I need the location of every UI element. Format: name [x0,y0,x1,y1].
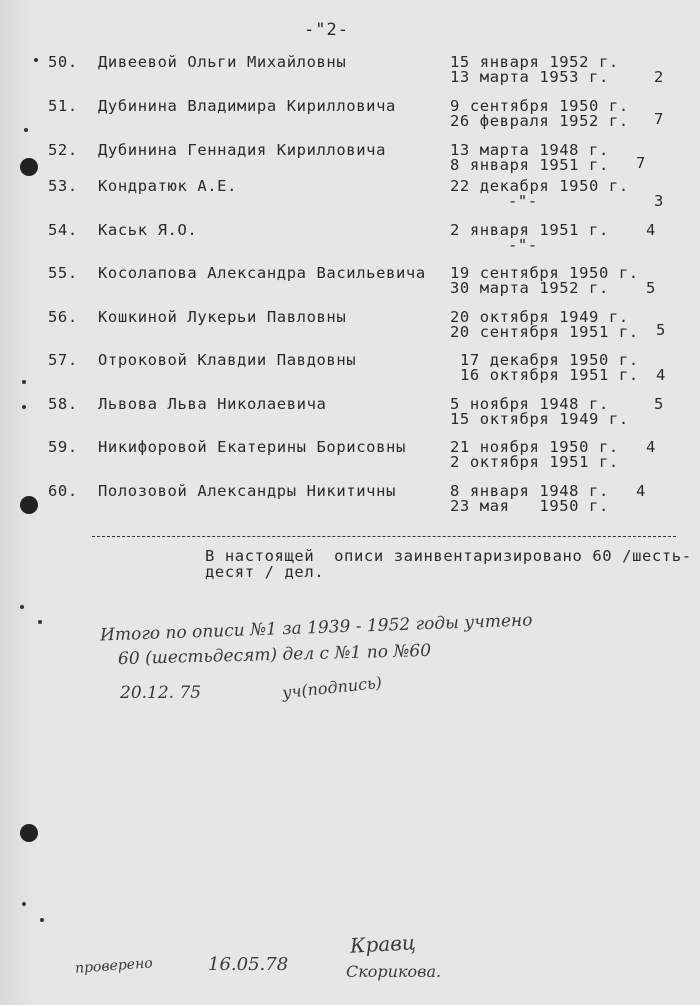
entry-name: Каськ Я.О. [98,221,198,239]
entry-start-date: 8 января 1948 г. [450,482,609,500]
handwritten-signature: уч(подпись) [281,672,383,703]
handwritten-note: 60 (шестьдесят) дел с №1 по №60 [117,640,432,670]
handwritten-date: 20.12. 75 [120,683,202,703]
paper-speck [22,380,26,384]
entry-name: Отроковой Клавдии Павдовны [98,351,357,369]
entry-end-date: 15 октября 1949 г. [450,410,629,428]
entry-page-count: 5 [646,279,656,297]
entry-end-date: 20 сентября 1951 г. [450,323,639,341]
entry-number: 50. [48,53,78,71]
entry-start-date: 21 ноября 1950 г. [450,438,619,456]
entry-page-count: 7 [636,154,646,172]
entry-number: 51. [48,97,78,115]
entry-page-count: 4 [646,221,656,239]
entry-number: 55. [48,264,78,282]
entry-page-count: 3 [654,192,664,210]
paper-speck [22,902,26,906]
entry-number: 57. [48,351,78,369]
entry-number: 53. [48,177,78,195]
entry-name: Никифоровой Екатерины Борисовны [98,438,406,456]
entry-page-count: 2 [654,68,664,86]
entry-page-count: 4 [646,438,656,456]
entry-end-date: 2 октября 1951 г. [450,453,619,471]
entry-end-date: 23 мая 1950 г. [450,497,609,515]
entry-start-date: 17 декабря 1950 г. [460,351,639,369]
paper-speck [34,58,38,62]
checked-label: проверено [74,955,154,977]
paper-speck [20,605,24,609]
page-number: -"2- [304,20,349,40]
entry-name: Кошкиной Лукерьи Павловны [98,308,347,326]
entry-name: Кондратюк А.Е. [98,177,238,195]
entry-number: 52. [48,141,78,159]
paper-speck [38,620,42,624]
entry-name: Дубинина Геннадия Кирилловича [98,141,387,159]
entry-name: Дивеевой Ольги Михайловны [98,53,347,71]
entry-start-date: 15 января 1952 г. [450,53,619,71]
entry-number: 60. [48,482,78,500]
summary-text-continued: десят / дел. [205,563,325,581]
entry-end-date: 8 января 1951 г. [450,156,609,174]
entry-name: Косолапова Александра Васильевича [98,264,426,282]
summary-text: В настоящей описи заинвентаризировано 60 /шесть- [205,547,692,565]
entry-end-date: 26 февраля 1952 г. [450,112,629,130]
entry-end-date: 30 марта 1952 г. [450,279,609,297]
punch-hole [20,824,38,842]
entry-start-date: 5 ноября 1948 г. [450,395,609,413]
entry-number: 58. [48,395,78,413]
paper-speck [24,128,28,132]
entry-start-date: 2 января 1951 г. [450,221,609,239]
entry-end-date-ditto: -"- [508,192,538,210]
entry-start-date: 19 сентября 1950 г. [450,264,639,282]
separator-line [92,536,676,537]
entry-name: Полозовой Александры Никитичны [98,482,396,500]
checked-date: 16.05.78 [208,954,289,975]
entry-page-count: 5 [656,321,666,339]
entry-page-count: 4 [636,482,646,500]
handwritten-note: Итого по описи №1 за 1939 - 1952 годы учтено [99,610,533,646]
entry-number: 59. [48,438,78,456]
entry-start-date: 13 марта 1948 г. [450,141,609,159]
entry-number: 56. [48,308,78,326]
entry-end-date: 16 октября 1951 г. [460,366,639,384]
entry-number: 54. [48,221,78,239]
entry-end-date-ditto: -"- [508,236,538,254]
signature-name: Кравц [349,930,417,958]
punch-hole [20,158,38,176]
entry-start-date: 22 декабря 1950 г. [450,177,629,195]
entry-name: Дубинина Владимира Кирилловича [98,97,396,115]
paper-speck [22,405,26,409]
entry-page-count: 5 [654,395,664,413]
entry-start-date: 20 октября 1949 г. [450,308,629,326]
entry-end-date: 13 марта 1953 г. [450,68,609,86]
entry-page-count: 4 [656,366,666,384]
paper-speck [40,918,44,922]
entry-start-date: 9 сентября 1950 г. [450,97,629,115]
signature-name: Скорикова. [346,962,442,981]
entry-name: Львова Льва Николаевича [98,395,327,413]
punch-hole [20,496,38,514]
entry-page-count: 7 [654,110,664,128]
